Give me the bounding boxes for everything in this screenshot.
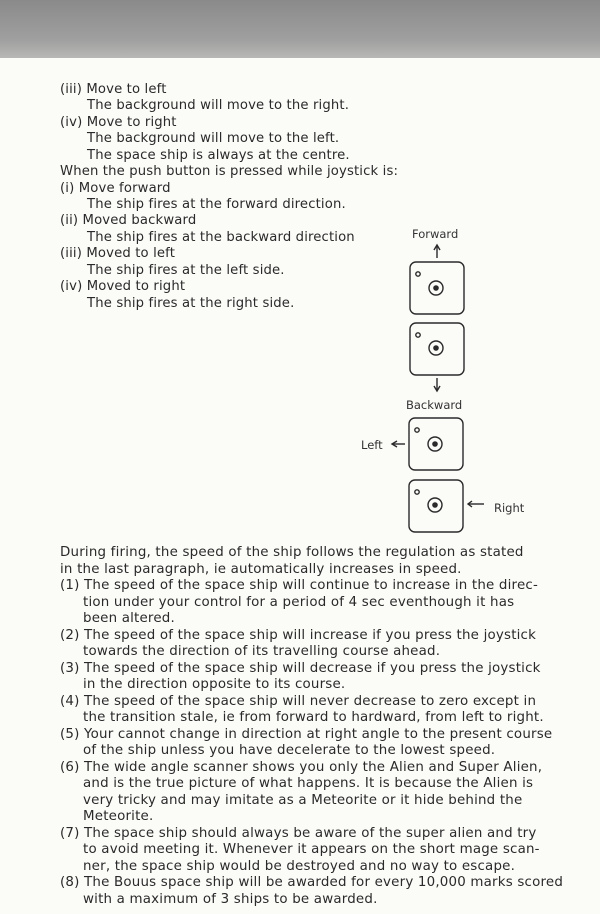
text-line: (i) Move forward [60,181,171,196]
text-line: During firing, the speed of the ship follows the regulation as stated [60,545,524,560]
text-line: very tricky and may imitate as a Meteorite or it hide behind the [83,793,523,808]
fire-button-dot [415,428,419,432]
text-line: (iii) Moved to left [60,246,176,261]
text-line: (1) The speed of the space ship will continue to increase in the direc- [60,578,538,593]
text-line: towards the direction of its travelling course ahead. [83,644,441,659]
fire-button-dot [415,490,419,494]
text-line: (2) The speed of the space ship will increase if you press the joystick [60,628,537,643]
right-arrowhead [468,501,472,507]
joystick-knob-outer [429,341,443,355]
text-line: tion under your control for a period of 4 sec eventhough it has [83,595,515,610]
text-line: When the push button is pressed while joystick is: [60,164,399,179]
backward-arrowhead [434,386,440,391]
text-line: The ship fires at the forward direction. [87,197,346,212]
text-line: Meteorite. [83,809,154,824]
text-line: (8) The Bouus space ship will be awarded for every 10,000 marks scored [60,875,564,890]
joystick-knob-outer [428,437,442,451]
joystick-knob-outer [429,281,443,295]
text-line: The background will move to the left. [87,131,340,146]
joystick-forward-box [410,262,464,314]
text-line: The ship fires at the backward direction [87,230,355,245]
joystick-knob-center [432,502,438,508]
text-line: The ship fires at the right side. [87,296,295,311]
text-line: with a maximum of 3 ships to be awarded. [83,892,378,907]
text-line: The background will move to the right. [87,98,350,113]
joystick-left-box [409,418,463,470]
text-line: (iv) Moved to right [60,279,186,294]
text-line: The space ship is always at the centre. [87,148,350,163]
joystick-knob-center [432,441,438,447]
text-line: to avoid meeting it. Whenever it appears on the short mage scan- [83,842,540,857]
text-line: ner, the space ship would be destroyed and no way to escape. [83,859,516,874]
text-line: in the last paragraph, ie automatically increases in speed. [60,562,462,577]
text-line: (4) The speed of the space ship will never decrease to zero except in [60,694,537,709]
text-line: in the direction opposite to its course. [83,677,346,692]
left-label: Left [361,438,383,452]
fire-button-dot [416,333,420,337]
text-line: and is the true picture of what happens. It is because the Alien is [83,776,534,791]
backward-label: Backward [406,398,463,412]
text-line: The ship fires at the left side. [87,263,285,278]
fire-button-dot [416,272,420,276]
left-arrowhead [392,441,397,447]
text-line: of the ship unless you have decelerate to the lowest speed. [83,743,496,758]
right-label: Right [494,501,525,515]
joystick-knob-outer [428,498,442,512]
top-shaded-band [0,0,600,58]
text-line: (iii) Move to left [60,82,167,97]
text-line: the transition stale, ie from forward to hardward, from left to right. [83,710,544,725]
text-line: (7) The space ship should always be aware of the super alien and try [60,826,537,841]
text-line: (6) The wide angle scanner shows you only the Alien and Super Alien, [60,760,543,775]
forward-arrowhead [434,245,440,250]
text-line: (ii) Moved backward [60,213,197,228]
joystick-backward-box [410,323,464,375]
text-line: been altered. [83,611,175,626]
joystick-knob-center [433,285,439,291]
joystick-knob-center [433,345,439,351]
text-line: (5) Your cannot change in direction at right angle to the present course [60,727,553,742]
text-line: (3) The speed of the space ship will decrease if you press the joystick [60,661,541,676]
text-line: (iv) Move to right [60,115,177,130]
joystick-right-box [409,480,463,532]
forward-label: Forward [412,227,459,241]
